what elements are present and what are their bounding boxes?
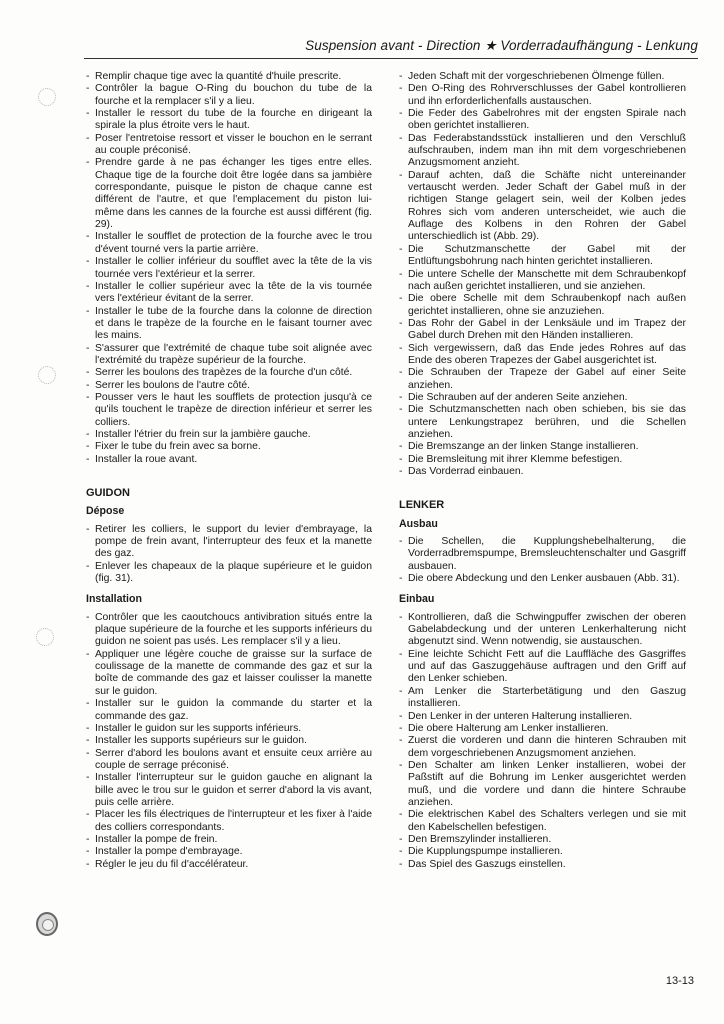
list-item: - Contrôler que les caoutchoucs antivibration situés entre la plaque supérieure de la fourche et les supports inférieurs du guidon ne soient pas usés. Les remplacer s'il y a lieu. (86, 612, 372, 649)
list-item: - Installer les supports supérieurs sur le guidon. (86, 735, 372, 747)
list-item: - Installer l'interrupteur sur le guidon gauche en alignant la bille avec le trou sur le guidon et serrer d'abord la vis avant, puis celle arrière. (86, 772, 372, 809)
list-item: - Die Bremszange an der linken Stange installieren. (399, 441, 686, 453)
list-item: - Den O-Ring des Rohrverschlusses der Gabel kontrollieren und ihn erforderlichenfalls austauschen. (399, 83, 686, 108)
list-item: - Installer le collier supérieur avec la tête de la vis tournée vers l'extérieur évitant de la serrer. (86, 281, 372, 306)
list-item: - Poser l'entretoise ressort et visser le bouchon en le serrant au couple préconisé. (86, 133, 372, 158)
list-item: - Régler le jeu du fil d'accélérateur. (86, 859, 372, 871)
list-item: - Den Lenker in der unteren Halterung installieren. (399, 711, 686, 723)
list-item: - Remplir chaque tige avec la quantité d'huile prescrite. (86, 71, 372, 83)
list-item: - Die Bremsleitung mit ihrer Klemme befestigen. (399, 454, 686, 466)
list-item: - Fixer le tube du frein avec sa borne. (86, 441, 372, 453)
list-item: - Zuerst die vorderen und dann die hinteren Schrauben mit dem vorgeschriebenen Anzugsmoment anziehen. (399, 735, 686, 760)
list-item: - Installer le tube de la fourche dans la colonne de direction et dans le trapèze de la fourche en le faisant tourner avec les mains. (86, 306, 372, 343)
list-item: - Placer les fils électriques de l'interrupteur et les fixer à l'aide des colliers correspondants. (86, 809, 372, 834)
list-item: - Installer la pompe d'embrayage. (86, 846, 372, 858)
page-header: Suspension avant - Direction ★ Vorderradaufhängung - Lenkung (305, 38, 698, 53)
install-steps-de (399, 612, 686, 871)
punch-hole-mark (38, 366, 56, 384)
list-item: - Installer le guidon sur les supports inférieurs. (86, 723, 372, 735)
list-item: - Die Schrauben auf der anderen Seite anziehen. (399, 392, 686, 404)
list-item: - Contrôler la bague O-Ring du bouchon du tube de la fourche et la remplacer s'il y a lieu. (86, 83, 372, 108)
list-item: - Appliquer une légère couche de graisse sur la surface de coulissage de la manette de commande des gaz et sur la boîte de commande des gaz et laisser coulisser la manette sur le guidon. (86, 649, 372, 698)
removal-steps-fr (86, 524, 372, 586)
list-item: - Pousser vers le haut les soufflets de protection jusqu'à ce qu'ils touchent le trapèze de direction inférieur et serrer les colliers. (86, 392, 372, 429)
list-item: - Serrer les boulons de l'autre côté. (86, 380, 372, 392)
list-item: - Installer l'étrier du frein sur la jambière gauche. (86, 429, 372, 441)
install-title-de: Einbau (399, 593, 435, 606)
list-item: - Die Schutzmanschette der Gabel mit der Entlüftungsbohrung nach hinten gerichtet installieren. (399, 244, 686, 269)
list-item: - Die obere Abdeckung und den Lenker ausbauen (Abb. 31). (399, 573, 686, 585)
removal-title-de: Ausbau (399, 517, 438, 530)
german-column (399, 71, 686, 871)
list-item: - Die Kupplungspumpe installieren. (399, 846, 686, 858)
list-item: - Die untere Schelle der Manschette mit dem Schraubenkopf nach außen gerichtet installieren, und sie anziehen. (399, 269, 686, 294)
install-title-fr: Installation (86, 593, 142, 606)
list-item: - Prendre garde à ne pas échanger les tiges entre elles. Chaque tige de la fourche doit être logée dans sa jambière correspondante, puisque le piston de chaque canne est différent de l'autre, et que l'emplacement du piston lui-même dans les cannes de la fourche est aussi différent (fig. 29). (86, 157, 372, 231)
section-title-lenker: LENKER (399, 499, 445, 512)
header-rule (84, 58, 698, 59)
list-item: - Die obere Halterung am Lenker installieren. (399, 723, 686, 735)
list-item: - Die elektrischen Kabel des Schalters verlegen und sie mit den Kabelschellen befestigen. (399, 809, 686, 834)
install-steps-fr (86, 612, 372, 871)
list-item: - Das Federabstandsstück installieren und den Verschluß aufschrauben, indem man ihn mit dem vorgeschriebenen Anzugsmoment anzieht. (399, 133, 686, 170)
punch-hole-mark (36, 628, 54, 646)
list-item: - S'assurer que l'extrémité de chaque tube soit alignée avec l'extrémité du trapèze supérieur de la fourche. (86, 343, 372, 368)
fork-steps-de (399, 71, 686, 478)
list-item: - Installer le soufflet de protection de la fourche avec le trou d'évent tourné vers la partie arrière. (86, 231, 372, 256)
list-item: - Installer le collier inférieur du soufflet avec la tête de la vis tournée vers l'extérieur et la serrer. (86, 256, 372, 281)
section-title-guidon: GUIDON (86, 487, 130, 499)
list-item: - Die Schutzmanschetten nach oben schieben, bis sie das untere Lenkungstrapez berühren, und die Schellen anziehen. (399, 404, 686, 441)
list-item: - Das Vorderrad einbauen. (399, 466, 686, 478)
list-item: - Installer sur le guidon la commande du starter et la commande des gaz. (86, 698, 372, 723)
list-item: - Sich vergewissern, daß das Ende jedes Rohres auf das Ende des oberen Trapezes der Gabel ausgerichtet ist. (399, 343, 686, 368)
list-item: - Das Rohr der Gabel in der Lenksäule und im Trapez der Gabel durch Drehen mit den Händen installieren. (399, 318, 686, 343)
list-item: - Retirer les colliers, le support du levier d'embrayage, la pompe de frein avant, l'interrupteur des feux et la manette des gaz. (86, 524, 372, 561)
list-item: - Installer la roue avant. (86, 454, 372, 466)
list-item: - Serrer les boulons des trapèzes de la fourche d'un côté. (86, 367, 372, 379)
list-item: - Jeden Schaft mit der vorgeschriebenen Ölmenge füllen. (399, 71, 686, 83)
list-item: - Die Schellen, die Kupplungshebelhalterung, die Vorderradbremspumpe, Bremsleuchtenschalter und Gasgriff ausbauen. (399, 536, 686, 573)
list-item: - Eine leichte Schicht Fett auf die Lauffläche des Gasgriffes und auf das Gaszuggehäuse auftragen und den Griff auf den Lenker schieben. (399, 649, 686, 686)
removal-title-fr: Dépose (86, 505, 125, 518)
list-item: - Am Lenker die Starterbetätigung und den Gaszug installieren. (399, 686, 686, 711)
french-column (86, 71, 372, 871)
list-item: - Installer la pompe de frein. (86, 834, 372, 846)
list-item: - Kontrollieren, daß die Schwingpuffer zwischen der oberen Gabelabdeckung und der unteren Lenkerhalterung nicht abgenutzt sind. Wenn notwendig, sie austauschen. (399, 612, 686, 649)
list-item: - Serrer d'abord les boulons avant et ensuite ceux arrière au couple de serrage préconisé. (86, 748, 372, 773)
fork-steps-fr (86, 71, 372, 466)
removal-steps-de (399, 536, 686, 585)
list-item: - Installer le ressort du tube de la fourche en dirigeant la spirale la plus étroite vers le haut. (86, 108, 372, 133)
list-item: - Die Feder des Gabelrohres mit der engsten Spirale nach oben gerichtet installieren. (399, 108, 686, 133)
list-item: - Den Schalter am linken Lenker installieren, wobei der Paßstift auf die Bohrung im Lenker ausgerichtet werden muß, und die vordere und dann die hintere Schraube anziehen. (399, 760, 686, 809)
page-number: 13-13 (665, 975, 694, 987)
list-item: - Das Spiel des Gaszugs einstellen. (399, 859, 686, 871)
punch-hole-mark (38, 88, 56, 106)
list-item: - Den Bremszylinder installieren. (399, 834, 686, 846)
list-item: - Die obere Schelle mit dem Schraubenkopf nach außen gerichtet installieren, ohne sie anzuziehen. (399, 293, 686, 318)
list-item: - Enlever les chapeaux de la plaque supérieure et le guidon (fig. 31). (86, 561, 372, 586)
list-item: - Darauf achten, daß die Schäfte nicht untereinander vertauscht werden. Jeder Schaft der Gabel muß in der richtigen Stange gelagert sein, weil der Kolben jedes Rohres sich vom anderen unterscheidet, wie auch die Auflage des Kolbens in den Rohren der Gabel unterschiedlich ist (Abb. 29). (399, 170, 686, 244)
binder-hole-mark (36, 912, 58, 936)
list-item: - Die Schrauben der Trapeze der Gabel auf einer Seite anziehen. (399, 367, 686, 392)
